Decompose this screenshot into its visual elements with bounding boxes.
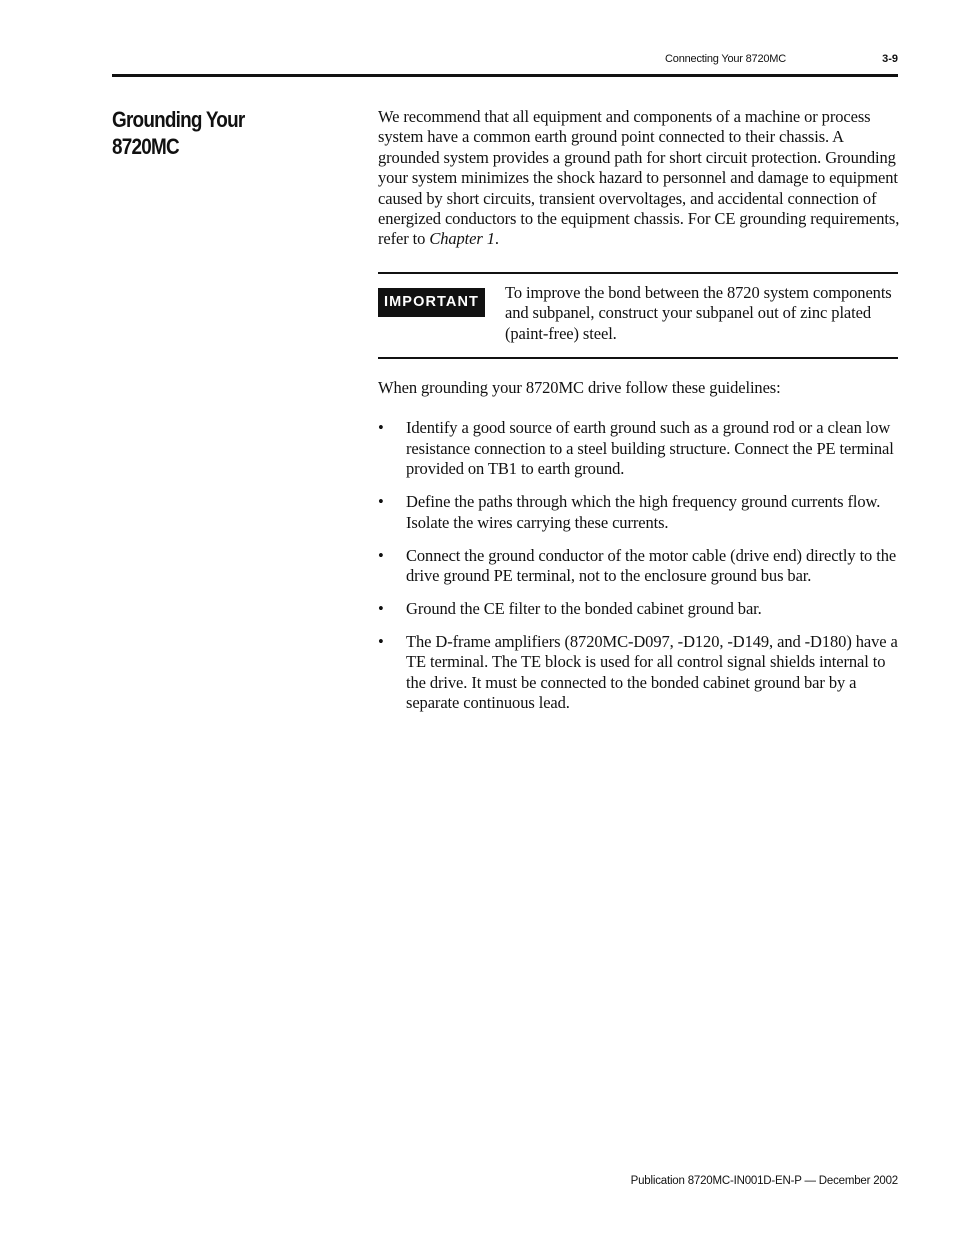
guidelines-list bbox=[378, 418, 900, 713]
chapter-reference: Chapter 1 bbox=[429, 229, 495, 249]
list-item bbox=[378, 632, 900, 714]
important-label: IMPORTANT bbox=[378, 288, 485, 317]
intro-text-end: . bbox=[494, 229, 499, 249]
header-rule bbox=[112, 74, 898, 77]
publication-footer: Publication 8720MC-IN001D-EN-P — December 2002 bbox=[630, 1175, 898, 1187]
page-number: 3-9 bbox=[882, 53, 898, 65]
bullet-icon: • bbox=[378, 545, 384, 565]
bullet-icon: • bbox=[378, 492, 384, 512]
list-item bbox=[378, 546, 900, 587]
list-item bbox=[378, 599, 900, 619]
bullet-icon: • bbox=[378, 631, 384, 651]
section-heading-line-1: Grounding Your bbox=[112, 107, 245, 132]
list-item bbox=[378, 492, 900, 533]
body-column bbox=[378, 107, 900, 726]
guidelines-intro: When grounding your 8720MC drive follow these guidelines: bbox=[378, 378, 781, 398]
running-header-title: Connecting Your 8720MC bbox=[665, 53, 786, 65]
list-item-text: The D-frame amplifiers (8720MC-D097, -D120, -D149, and -D180) have a TE terminal. The TE block is used for all control signal shields internal to the drive. It must be connected to the bonded cabinet ground bar by a separate continuous lead. bbox=[406, 631, 898, 712]
important-text: To improve the bond between the 8720 system components and subpanel, construct your subpanel out of zinc plated (paint-free) steel. bbox=[505, 282, 892, 343]
section-heading-line-2: 8720MC bbox=[112, 134, 179, 159]
list-item-text: Ground the CE filter to the bonded cabinet ground bar. bbox=[406, 598, 762, 618]
list-item bbox=[378, 418, 900, 479]
section-heading bbox=[112, 106, 284, 160]
intro-text: We recommend that all equipment and components of a machine or process system have a common earth ground point connected to their chassis. A grounded system provides a ground path for short circuit protection. Grounding your system minimizes the shock hazard to personnel and damage to equipment caused by short circuits, transient overvoltages, and accidental connection of energized conductors to the equipment chassis. For CE grounding requirements, refer to bbox=[378, 107, 900, 249]
important-callout bbox=[378, 272, 898, 359]
list-item-text: Identify a good source of earth ground such as a ground rod or a clean low resistance connection to a steel building structure. Connect the PE terminal provided on TB1 to earth ground. bbox=[406, 418, 894, 479]
bullet-icon: • bbox=[378, 598, 384, 618]
running-header bbox=[112, 53, 898, 69]
list-item-text: Connect the ground conductor of the motor cable (drive end) directly to the drive ground PE terminal, not to the enclosure ground bus bar. bbox=[406, 545, 897, 585]
intro-paragraph bbox=[378, 107, 900, 250]
list-item-text: Define the paths through which the high frequency ground currents flow. Isolate the wires carrying these currents. bbox=[406, 492, 881, 532]
bullet-icon: • bbox=[378, 418, 384, 438]
